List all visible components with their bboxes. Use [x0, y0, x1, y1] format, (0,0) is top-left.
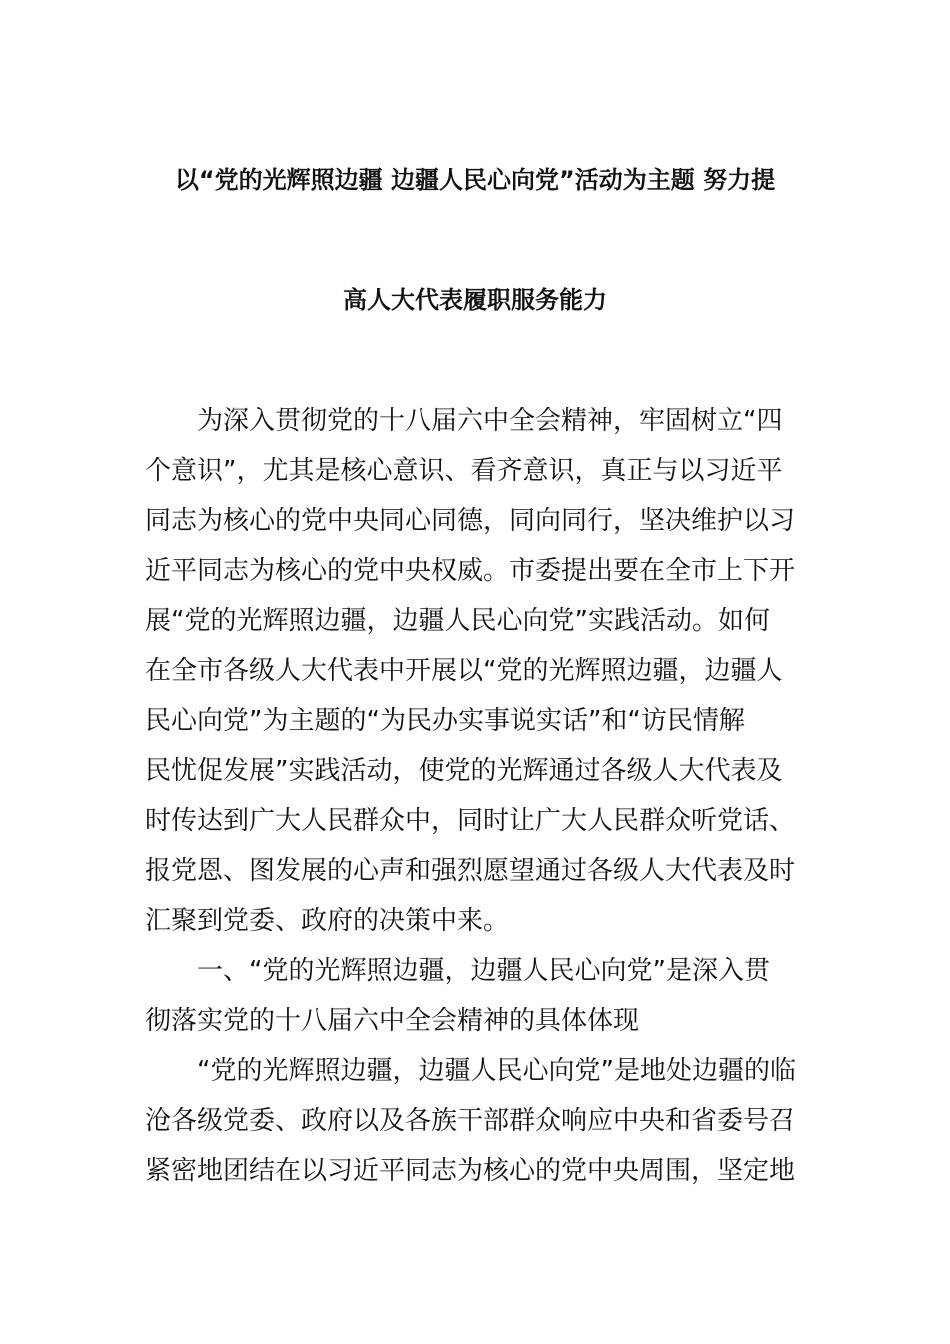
body-line: 沧各级党委、政府以及各族干部群众响应中央和省委号召 — [145, 1106, 796, 1136]
body-line: 民忧促发展”实践活动，使党的光辉通过各级人大代表及 — [145, 756, 783, 786]
body-line: 在全市各级人大代表中开展以“党的光辉照边疆，边疆人 — [145, 656, 783, 686]
body-line: 展“党的光辉照边疆，边疆人民心向党”实践活动。如何 — [145, 606, 770, 636]
body-line: 同志为核心的党中央同心同德，同向同行，坚决维护以习 — [145, 506, 796, 536]
document-title-line-1: 以“党的光辉照边疆 边疆人民心向党”活动为主题 努力提 — [174, 166, 776, 194]
body-line: 报党恩、图发展的心声和强烈愿望通过各级人大代表及时 — [145, 856, 796, 886]
body-line: 个意识”，尤其是核心意识、看齐意识，真正与以习近平 — [145, 456, 783, 486]
section-heading-line: 彻落实党的十八届六中全会精神的具体体现 — [145, 1006, 640, 1036]
body-line: 近平同志为核心的党中央权威。市委提出要在全市上下开 — [145, 556, 796, 586]
section-heading-line: 一、“党的光辉照边疆，边疆人民心向党”是深入贯 — [145, 956, 770, 986]
body-line: 民心向党”为主题的“为民办实事说实话”和“访民情解 — [145, 706, 745, 736]
body-line: “党的光辉照边疆，边疆人民心向党”是地处边疆的临 — [145, 1056, 796, 1086]
body-line: 时传达到广大人民群众中，同时让广大人民群众听党话、 — [145, 806, 796, 836]
body-line: 汇聚到党委、政府的决策中来。 — [145, 906, 510, 936]
document-title-line-2: 高人大代表履职服务能力 — [343, 286, 607, 314]
body-line: 紧密地团结在以习近平同志为核心的党中央周围，坚定地 — [145, 1156, 796, 1186]
body-line: 为深入贯彻党的十八届六中全会精神，牢固树立“四 — [145, 406, 783, 436]
